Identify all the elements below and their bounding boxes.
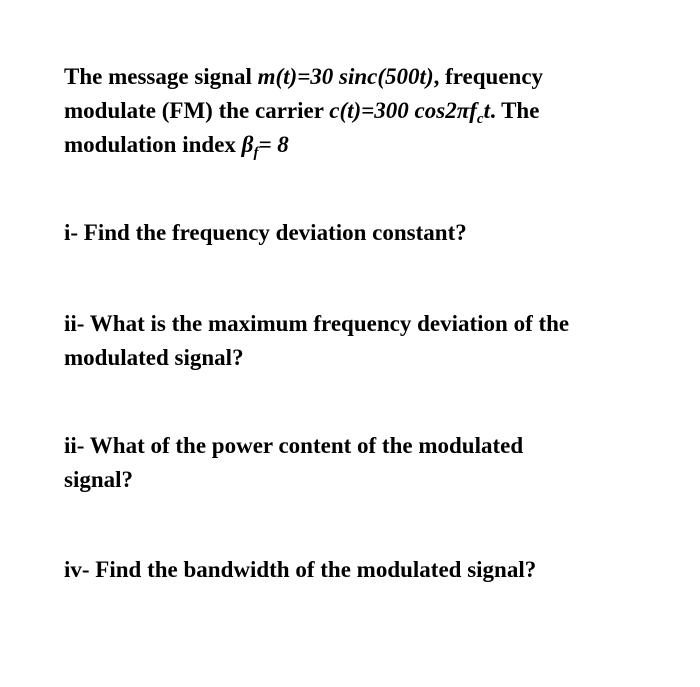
problem-text: , frequency [433,64,544,89]
question-4-line-1: iv- Find the bandwidth of the modulated signal? [64,557,537,582]
question-3 [64,429,664,497]
problem-line-2 [64,94,664,128]
problem-text: . The [489,98,540,123]
modulation-index-symbol: β [241,132,254,157]
question-4 [64,553,664,587]
carrier-expression: c(t)=300 cos2πf [329,98,477,123]
message-signal-expression: m(t)=30 sinc(500t) [257,64,434,89]
question-3-line-2: signal? [64,467,134,492]
question-2 [64,307,664,375]
carrier-subscript: c [476,111,484,127]
problem-line-3 [64,128,664,162]
question-2-line-2: modulated signal? [64,345,244,370]
problem-line-1 [64,60,664,94]
question-1 [64,216,664,250]
problem-statement [64,60,664,162]
modulation-index-subscript: f [253,145,259,161]
question-2-line-1: ii- What is the maximum frequency deviation of the [64,311,570,336]
question-3-line-1: ii- What of the power content of the modulated [64,433,524,458]
carrier-expression-tail: t [483,98,490,123]
problem-text: modulate (FM) the carrier [64,98,330,123]
problem-text: modulation index [64,132,242,157]
question-1-line-1: i- Find the frequency deviation constant? [64,220,467,245]
modulation-index-value: = 8 [258,132,289,157]
problem-text: The message signal [64,64,258,89]
